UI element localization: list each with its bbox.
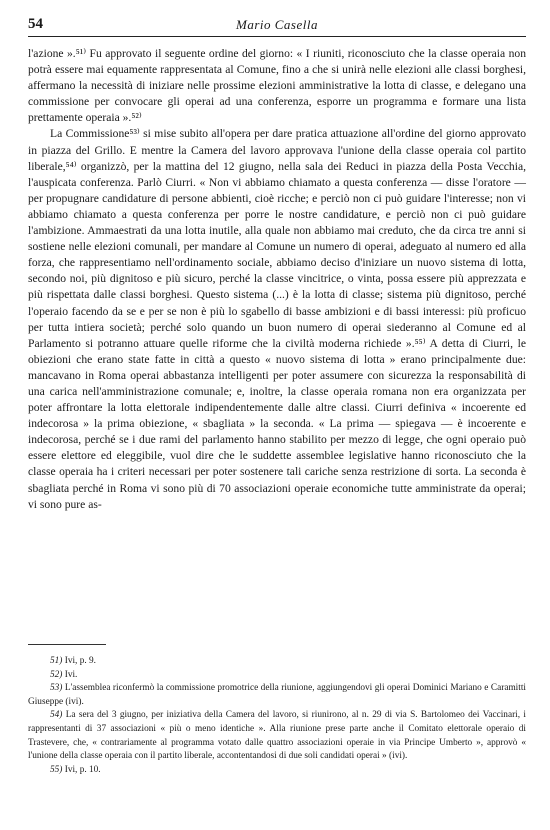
body-text — [28, 46, 526, 513]
footnote-rule — [28, 644, 106, 645]
footnote-number: 53) — [50, 683, 63, 694]
book-page — [28, 14, 527, 775]
footnotes — [28, 644, 526, 777]
footnote — [28, 764, 526, 778]
body-paragraph: l'azione ».⁵¹⁾ Fu approvato il seguente ordine del giorno: « I riuniti, riconosciuto che la classe operaia non potrà essere mai equamente rappresentata al Comune, fino a che si unirà nelle elezioni alle classi borghesi, affermano la necessità di iniziare nelle prossime elezioni amministrative la lotta di classe, e delegano una commissione per convocare gli operai ad una conferenza, esporre un programma e formare una lista prettamente operaia ».⁵²⁾ — [28, 47, 526, 125]
footnote-text: Ivi, p. 9. — [64, 656, 96, 666]
footnote-text: La sera del 3 giugno, per iniziativa della Camera del lavoro, si riunirono, al n. 29 di via S. Bartolomeo dei Vaccinari, i rappresentanti di 37 associazioni « più o meno identiche ». Alla riunione prese parte anche il Comitato elettorale operaio di Trastevere, che, « contrariamente al programma votato dalle quattro associazioni operaie in via Principe Umberto », approvò « l'unione della classe operaia con il partito liberale, accontentandosi di due soli candidati operai » (ivi). — [28, 710, 526, 762]
footnote — [28, 709, 526, 763]
footnote — [28, 682, 526, 709]
footnote-number: 54) — [50, 710, 63, 721]
page-number: 54 — [28, 16, 43, 32]
running-head: Mario Casella — [236, 17, 318, 32]
footnote — [28, 655, 526, 669]
footnote-text: Ivi. — [64, 669, 78, 680]
footnote-number: 52) — [50, 669, 63, 680]
footnote-number: 55) — [50, 764, 63, 775]
footnote-number: 51) — [50, 656, 63, 666]
footnote-text: L'assemblea riconfermò la commissione promotrice della riunione, aggiungendovi gli operai Dominici Mariano e Caramitti Giuseppe (ivi). — [28, 683, 527, 707]
page-header — [28, 14, 526, 37]
footnote — [28, 669, 526, 683]
body-paragraph: La Commissione⁵³⁾ si mise subito all'opera per dare pratica attuazione all'ordine del giorno approvato in piazza del Grillo. E mentre la Camera del lavoro approvava l'unione della classe operaia col partito liberale,⁵⁴⁾ organizzò, per la mattina del 12 giugno, nella sala dei Reduci in piazza della Posta Vecchia, l'auspicata conferenza. Parlò Ciurri. « Non vi abbiamo chiamato a questa conferenza — disse l'oratore — per propugnare candidature di persone abbienti, cioè ricche; e perciò non ci può guidare l'interesse; non vi abbiamo chiamato a questa conferenza per porre le nostre candidature, e perciò non ci può guidare l'ambizione. Ammaestrati da una lotta inutile, alla quale non abbiamo mai creduto, che da circa tre anni si sostiene nelle elezioni comunali, per mandare al Comune un numero di operai, adeguato al numero ed alla forza, che rappresentiamo nell'ordinamento sociale, abbiamo deciso d'iniziare un nuovo sistema di lotta, secondo noi, più dignitoso e più sicuro, perché la classe vincitrice, o vinta, possa essere più apprezzata e più rispettata dalle classi borghesi. Questo sistema (...) è la lotta di classe; sistema più dignitoso, perché l'operaio facendo da se e per se non è più lo sgabello di basse ambizioni e di bassi interessi: più proficuo per tutta intiera società; perché solo quando un buon numero di operai siederanno al Comune ed al Parlamento si potranno attuare quelle riforme che la civiltà moderna richiede ».⁵⁵⁾ A detta di Ciurri, le obiezioni che erano state fatte in città a questo « nuovo sistema di lotta » erano principalmente due: mancavano in Roma operai abbastanza intelligenti per poter assumere con sicurezza la responsabilità di una carica nell'amministrazione comunale; e, inoltre, la classe operaia romana non era organizzata per poter affrontare la lotta elettorale indipendentemente dalle altre classi. Ciurri definiva « incoerente ed indecorosa » la prima obiezione, « sbagliata » la seconda. « La prima — spiegava — è incoerente e indecorosa, perché se i due rami del parlamento hanno stabilito per mezzo di legge, che ogni operaio può essere elettore ed eleggibile, vuol dire che le suddette assemblee legislative hanno riconosciuto che la classe operaia ha i criteri necessari per poter sostenere tali cariche senza restrizione di sorta. La seconda è sbagliata perché in Roma vi sono più di 70 associazioni operaie economiche tutte amministrate da operai; vi sono pure as- — [28, 127, 526, 511]
footnote-text: Ivi, p. 10. — [64, 764, 101, 775]
